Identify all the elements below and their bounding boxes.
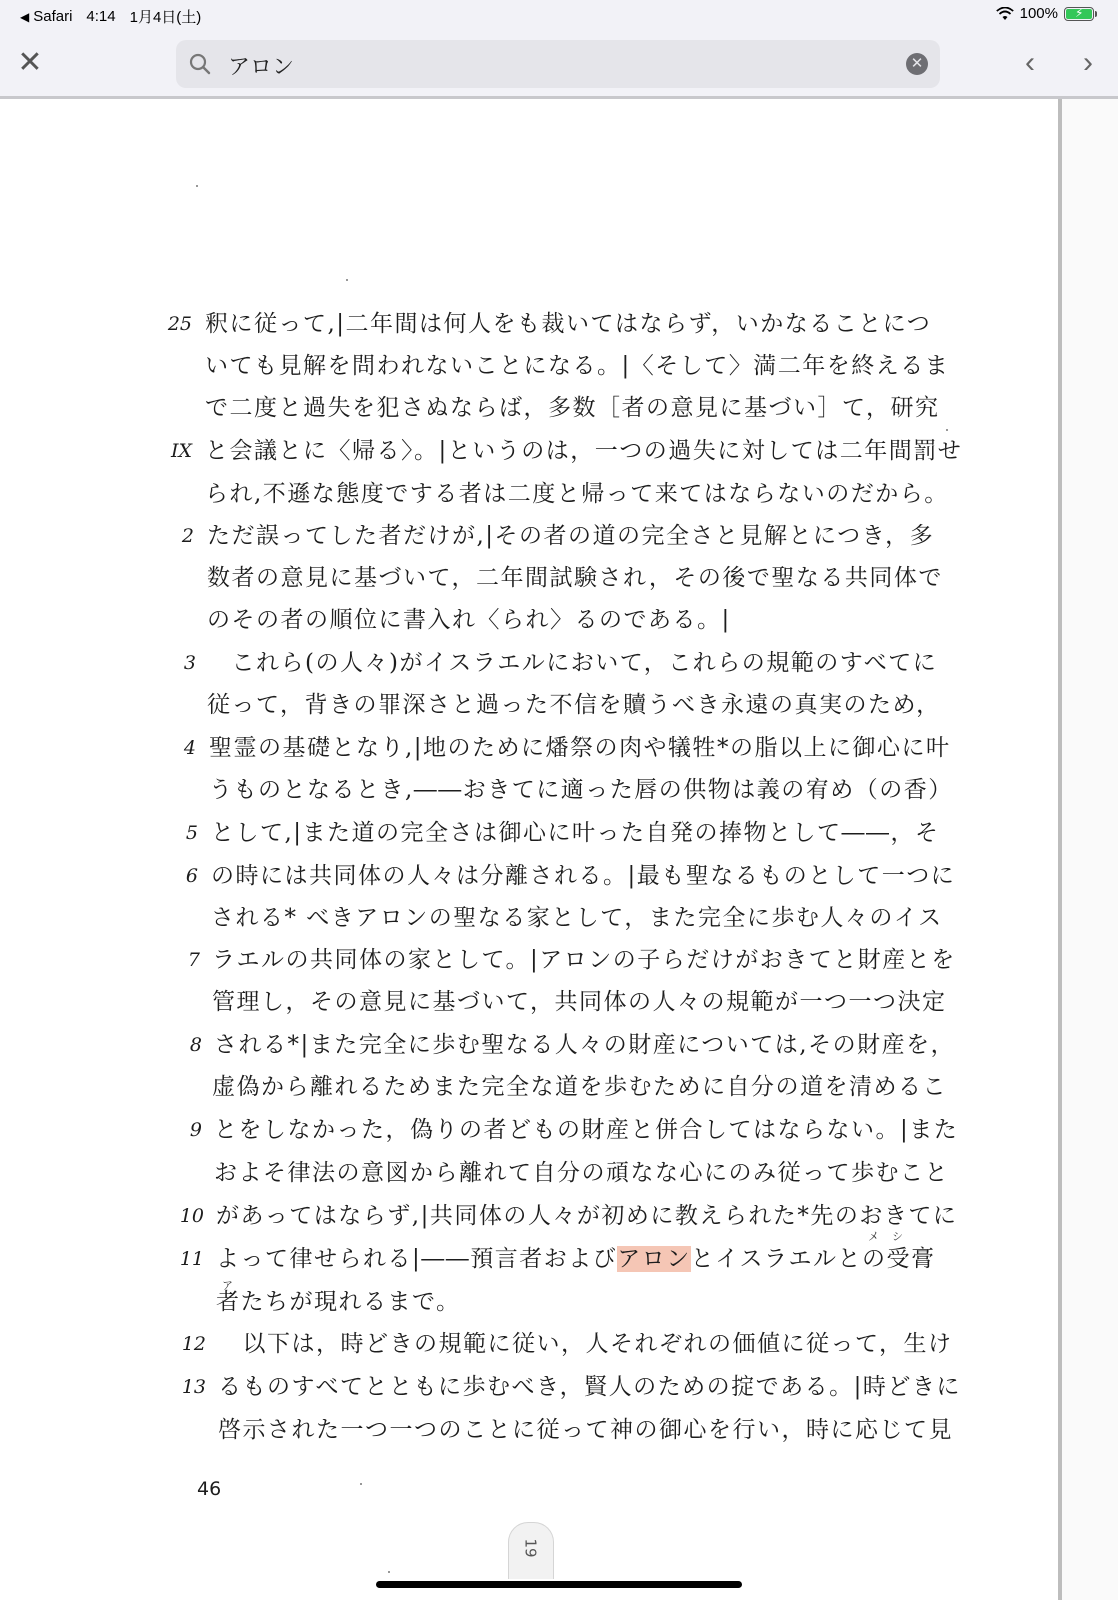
text-line — [0, 1411, 1058, 1451]
search-match-highlight[interactable]: アロン — [617, 1246, 691, 1272]
search-icon — [188, 52, 212, 76]
line-number: 8 — [189, 1034, 202, 1056]
page-number: 46 — [197, 1478, 222, 1500]
back-app-label: Safari — [33, 8, 73, 25]
line-text: があってはならず,|共同体の人々が初めに教えられた*先のおきてに — [216, 1203, 958, 1229]
status-right — [996, 5, 1094, 22]
line-number: 5 — [185, 822, 198, 844]
line-number: 9 — [189, 1119, 202, 1141]
close-button[interactable]: ✕ — [17, 46, 43, 79]
scan-speck — [346, 279, 348, 281]
text-line — [0, 347, 1058, 387]
line-text: の時には共同体の人々は分離される。|最も聖なるものとして一つに — [211, 863, 956, 889]
line-number: 3 — [183, 652, 196, 674]
scan-speck — [388, 1571, 390, 1573]
line-text: とをしなかった，偽りの者どもの財産と併合してはならない。|また — [214, 1117, 959, 1143]
status-time: 4:14 — [86, 8, 116, 25]
next-page-margin — [1062, 99, 1118, 1600]
line-text: 啓示された一つ一つのことに従って神の御心を行い，時に応じて見 — [218, 1417, 953, 1443]
text-line — [0, 729, 1058, 769]
home-indicator[interactable] — [376, 1581, 742, 1588]
line-text: これら(の人々)がイスラエルにおいて，これらの規範のすべてに — [207, 650, 938, 676]
find-toolbar — [0, 32, 1118, 99]
text-line — [0, 1325, 1058, 1365]
line-text: と会議とに〈帰る〉。|というのは，一つの過失に対しては二年間罰せ — [205, 438, 963, 464]
text-line — [0, 1279, 1058, 1323]
previous-match-button[interactable]: ‹ — [1025, 46, 1035, 79]
line-text: ただ誤ってした者だけが,|その者の道の完全さと見解とにつき，多 — [207, 523, 935, 549]
text-line — [0, 1111, 1058, 1151]
line-number: 10 — [179, 1205, 204, 1227]
line-text: 釈に従って,|二年間は何人をも裁いてはならず，いかなることにつ — [205, 311, 932, 337]
text-line — [0, 517, 1058, 557]
ruby-annotation: ア — [222, 1279, 233, 1292]
line-text: うものとなるとき,――おきてに適った唇の供物は義の宥め（の香） — [209, 777, 953, 803]
text-line — [0, 1230, 1058, 1280]
scan-speck — [196, 185, 198, 187]
text-line — [0, 857, 1058, 897]
battery-icon: ⚡ — [1064, 7, 1094, 21]
status-left — [20, 6, 201, 27]
text-line — [0, 941, 1058, 981]
line-text: るものすべてとともに歩むべき，賢人のための掟である。|時どきに — [218, 1374, 961, 1400]
line-text-after: とイスラエルとの受膏 — [690, 1246, 936, 1272]
line-number: 13 — [181, 1376, 206, 1398]
line-text: いても見解を問われないことになる。|〈そして〉満二年を終えるま — [205, 353, 950, 379]
line-number: 4 — [183, 737, 196, 759]
text-line — [0, 601, 1058, 641]
line-number: 12 — [181, 1333, 206, 1355]
search-field[interactable] — [176, 40, 940, 88]
line-text — [216, 1240, 936, 1273]
line-text: で二度と過失を犯さぬならば，多数［者の意見に基づい］て，研究 — [205, 395, 940, 421]
line-text: およそ律法の意図から離れて自分の頑なな心にのみ従って歩むこと — [214, 1160, 949, 1186]
text-line — [0, 899, 1058, 939]
line-text: 虚偽から離れるためまた完全な道を歩むために自分の道を清めるこ — [212, 1074, 947, 1100]
back-arrow-icon: ◀ — [20, 10, 30, 24]
text-line — [0, 1154, 1058, 1194]
page-indicator-tab[interactable] — [508, 1522, 554, 1579]
text-line — [0, 559, 1058, 599]
text-line — [0, 389, 1058, 429]
text-line — [0, 475, 1058, 515]
battery-percent: 100% — [1019, 5, 1058, 22]
line-text: られ,不遜な態度でする者は二度と帰って来てはならないのだから。 — [205, 481, 949, 507]
line-text: 者たちが現れるまで。 — [216, 1289, 461, 1315]
text-line — [0, 983, 1058, 1023]
text-line — [0, 686, 1058, 726]
page-indicator-label: 19 — [522, 1538, 540, 1558]
line-text: 管理し，その意見に基づいて，共同体の人々の規範が一つ一つ決定 — [212, 989, 947, 1015]
wifi-icon — [996, 7, 1014, 21]
search-input[interactable] — [226, 49, 830, 81]
status-bar — [0, 0, 1118, 32]
text-line — [0, 1368, 1058, 1408]
text-line — [0, 305, 1058, 345]
line-text: 従って，背きの罪深さと過った不信を贖うべき永遠の真実のため， — [207, 692, 941, 718]
text-line — [0, 1026, 1058, 1066]
back-to-app-link[interactable] — [20, 8, 72, 25]
scan-speck — [360, 1483, 362, 1485]
line-text: ラエルの共同体の家として。|アロンの子らだけがおきてと財産とを — [212, 947, 956, 973]
status-date: 1月4日(土) — [129, 9, 202, 26]
line-number: 7 — [187, 949, 200, 971]
text-line — [0, 814, 1058, 854]
line-number: 6 — [185, 865, 198, 887]
line-text-before: よって律せられる|――預言者および — [216, 1246, 618, 1272]
line-text: 数者の意見に基づいて，二年間試験され，その後で聖なる共同体で — [207, 565, 943, 591]
line-number: 25 — [167, 313, 192, 335]
line-text: される*|また完全に歩む聖なる人々の財産については,その財産を， — [214, 1032, 956, 1058]
line-text: 以下は，時どきの規範に従い，人それぞれの価値に従って，生け — [218, 1331, 953, 1357]
line-text: される* べきアロンの聖なる家として，また完全に歩む人々のイス — [211, 905, 943, 931]
line-number: 2 — [181, 525, 194, 547]
text-line — [0, 432, 1058, 472]
ruby-annotation: メ — [868, 1230, 879, 1243]
text-line — [0, 1068, 1058, 1108]
ruby-annotation: シ — [892, 1230, 903, 1243]
next-match-button[interactable]: › — [1083, 46, 1093, 79]
line-number: IX — [170, 440, 192, 462]
line-text: のその者の順位に書入れ〈られ〉るのである。| — [207, 607, 731, 633]
line-text: として,|また道の完全さは御心に叶った自発の捧物として――，そ — [211, 820, 940, 846]
text-line — [0, 644, 1058, 684]
line-text: 聖霊の基礎となり,|地のために燔祭の肉や犠牲*の脂以上に御心に叶 — [209, 735, 951, 761]
line-number: 11 — [179, 1248, 204, 1270]
text-line — [0, 771, 1058, 811]
clear-search-button[interactable]: ✕ — [906, 53, 928, 75]
scan-speck — [946, 429, 948, 431]
